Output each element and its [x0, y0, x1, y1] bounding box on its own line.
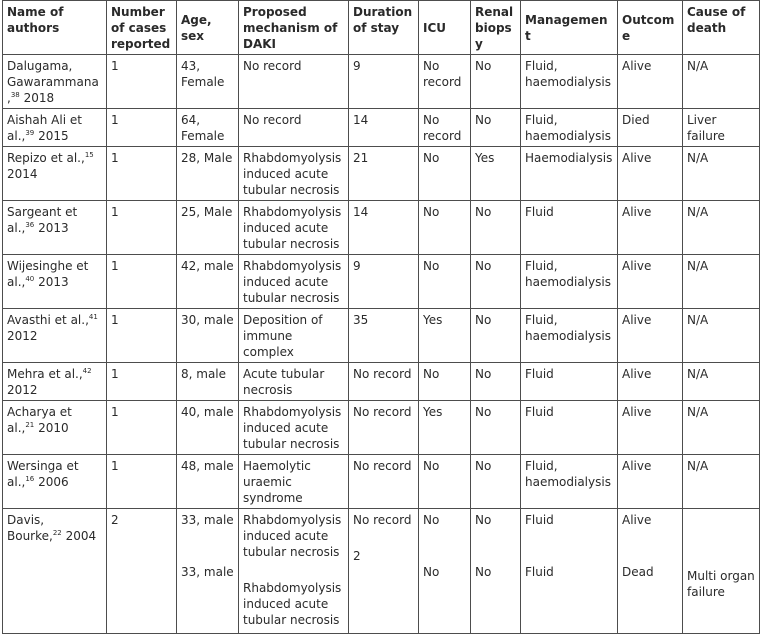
mechanism-cell: Haemolytic uraemic syndrome: [239, 455, 349, 509]
age-sex-cell: 28, Male: [177, 147, 239, 201]
duration-cell: 9: [349, 255, 419, 309]
cases-cell: 1: [107, 109, 177, 147]
mechanism-cell: No record: [239, 109, 349, 147]
death-cell: Liver failure: [683, 109, 760, 147]
biopsy-cell: No No: [471, 509, 521, 634]
mechanism-cell: Rhabdomyolysis induced acute tubular necrosis: [239, 255, 349, 309]
case-report-table: [2, 0, 760, 634]
management-cell: Fluid, haemodialysis: [521, 55, 618, 109]
biopsy-cell: No: [471, 109, 521, 147]
icu-cell: No: [419, 201, 471, 255]
mechanism-cell: Rhabdomyolysis induced acute tubular necrosis: [239, 201, 349, 255]
icu-cell: No: [419, 363, 471, 401]
outcome-cell: Died: [618, 109, 683, 147]
author-cell: Sargeant et al.,$^{36}$ 2013: [3, 201, 107, 255]
mechanism-cell: Rhabdomyolysis induced acute tubular necrosis Rhabdomyolysis induced acute tubular necrosis: [239, 509, 349, 634]
icu-cell: Yes: [419, 309, 471, 363]
age-sex-cell: 40, male: [177, 401, 239, 455]
table-row: [3, 147, 760, 201]
death-cell: N/A: [683, 255, 760, 309]
icu-cell: Yes: [419, 401, 471, 455]
cases-cell: 1: [107, 401, 177, 455]
outcome-cell: Alive: [618, 55, 683, 109]
biopsy-cell: No: [471, 363, 521, 401]
author-cell: Dalugama, Gawarammana,$^{38}$ 2018: [3, 55, 107, 109]
author-cell: Davis, Bourke,$^{22}$ 2004: [3, 509, 107, 634]
age-sex-cell: 8, male: [177, 363, 239, 401]
cases-cell: 1: [107, 255, 177, 309]
management-cell: Fluid: [521, 401, 618, 455]
table-row: [3, 363, 760, 401]
age-sex-cell: 64, Female: [177, 109, 239, 147]
management-cell: Fluid, haemodialysis: [521, 255, 618, 309]
duration-cell: 14: [349, 109, 419, 147]
duration-cell: 35: [349, 309, 419, 363]
icu-cell: No No: [419, 509, 471, 634]
table-row: [3, 309, 760, 363]
table-row: [3, 509, 760, 634]
outcome-cell: Alive: [618, 201, 683, 255]
outcome-cell: Alive: [618, 401, 683, 455]
header-authors: Name of authors: [3, 1, 107, 55]
outcome-cell: Alive: [618, 363, 683, 401]
biopsy-cell: No: [471, 455, 521, 509]
mechanism-cell: Rhabdomyolysis induced acute tubular necrosis: [239, 401, 349, 455]
table-body: [3, 55, 760, 634]
management-cell: Fluid, haemodialysis: [521, 455, 618, 509]
management-cell: Fluid Fluid: [521, 509, 618, 634]
biopsy-cell: No: [471, 401, 521, 455]
table-row: [3, 109, 760, 147]
header-mechanism: Proposed mechanism of DAKI: [239, 1, 349, 55]
icu-cell: No: [419, 455, 471, 509]
outcome-cell: Alive: [618, 309, 683, 363]
biopsy-cell: Yes: [471, 147, 521, 201]
death-cell: N/A: [683, 455, 760, 509]
icu-cell: No: [419, 255, 471, 309]
biopsy-cell: No: [471, 55, 521, 109]
table-row: [3, 401, 760, 455]
table-row: [3, 455, 760, 509]
duration-cell: No record: [349, 363, 419, 401]
age-sex-cell: 42, male: [177, 255, 239, 309]
duration-cell: 21: [349, 147, 419, 201]
management-cell: Fluid, haemodialysis: [521, 109, 618, 147]
age-sex-cell: 30, male: [177, 309, 239, 363]
header-duration: Duration of stay: [349, 1, 419, 55]
header-death: Cause of death: [683, 1, 760, 55]
biopsy-cell: No: [471, 201, 521, 255]
author-cell: Wersinga et al.,$^{16}$ 2006: [3, 455, 107, 509]
header-cases: Number of cases reported: [107, 1, 177, 55]
death-cell: Multi organ failure: [683, 509, 760, 634]
table-row: [3, 201, 760, 255]
cases-cell: 1: [107, 55, 177, 109]
death-cell: N/A: [683, 309, 760, 363]
cases-cell: 1: [107, 455, 177, 509]
death-cell: N/A: [683, 363, 760, 401]
management-cell: Haemodialysis: [521, 147, 618, 201]
management-cell: Fluid: [521, 363, 618, 401]
header-outcome: Outcome: [618, 1, 683, 55]
icu-cell: No: [419, 147, 471, 201]
duration-cell: 9: [349, 55, 419, 109]
header-icu: ICU: [419, 1, 471, 55]
author-cell: Wijesinghe et al.,$^{40}$ 2013: [3, 255, 107, 309]
mechanism-cell: Acute tubular necrosis: [239, 363, 349, 401]
mechanism-cell: Rhabdomyolysis induced acute tubular necrosis: [239, 147, 349, 201]
author-cell: Repizo et al.,$^{15}$ 2014: [3, 147, 107, 201]
management-cell: Fluid, haemodialysis: [521, 309, 618, 363]
death-cell: N/A: [683, 55, 760, 109]
age-sex-cell: 48, male: [177, 455, 239, 509]
death-cell: N/A: [683, 201, 760, 255]
author-cell: Mehra et al.,$^{42}$ 2012: [3, 363, 107, 401]
table-row: [3, 255, 760, 309]
author-cell: Acharya et al.,$^{21}$ 2010: [3, 401, 107, 455]
duration-cell: No record: [349, 401, 419, 455]
header-row: [3, 1, 760, 55]
outcome-cell: Alive Dead: [618, 509, 683, 634]
icu-cell: No record: [419, 55, 471, 109]
cases-cell: 1: [107, 201, 177, 255]
age-sex-cell: 33, male 33, male: [177, 509, 239, 634]
header-management: Management: [521, 1, 618, 55]
table-row: [3, 55, 760, 109]
cases-cell: 1: [107, 309, 177, 363]
management-cell: Fluid: [521, 201, 618, 255]
icu-cell: No record: [419, 109, 471, 147]
outcome-cell: Alive: [618, 455, 683, 509]
duration-cell: 14: [349, 201, 419, 255]
header-age-sex: Age, sex: [177, 1, 239, 55]
cases-cell: 1: [107, 363, 177, 401]
outcome-cell: Alive: [618, 147, 683, 201]
cases-cell: 2: [107, 509, 177, 634]
mechanism-cell: No record: [239, 55, 349, 109]
header-biopsy: Renal biopsy: [471, 1, 521, 55]
age-sex-cell: 25, Male: [177, 201, 239, 255]
biopsy-cell: No: [471, 255, 521, 309]
biopsy-cell: No: [471, 309, 521, 363]
outcome-cell: Alive: [618, 255, 683, 309]
cases-cell: 1: [107, 147, 177, 201]
mechanism-cell: Deposition of immune complex: [239, 309, 349, 363]
death-cell: N/A: [683, 401, 760, 455]
age-sex-cell: 43, Female: [177, 55, 239, 109]
death-cell: N/A: [683, 147, 760, 201]
duration-cell: No record 2: [349, 509, 419, 634]
duration-cell: No record: [349, 455, 419, 509]
author-cell: Aishah Ali et al.,$^{39}$ 2015: [3, 109, 107, 147]
author-cell: Avasthi et al.,$^{41}$ 2012: [3, 309, 107, 363]
